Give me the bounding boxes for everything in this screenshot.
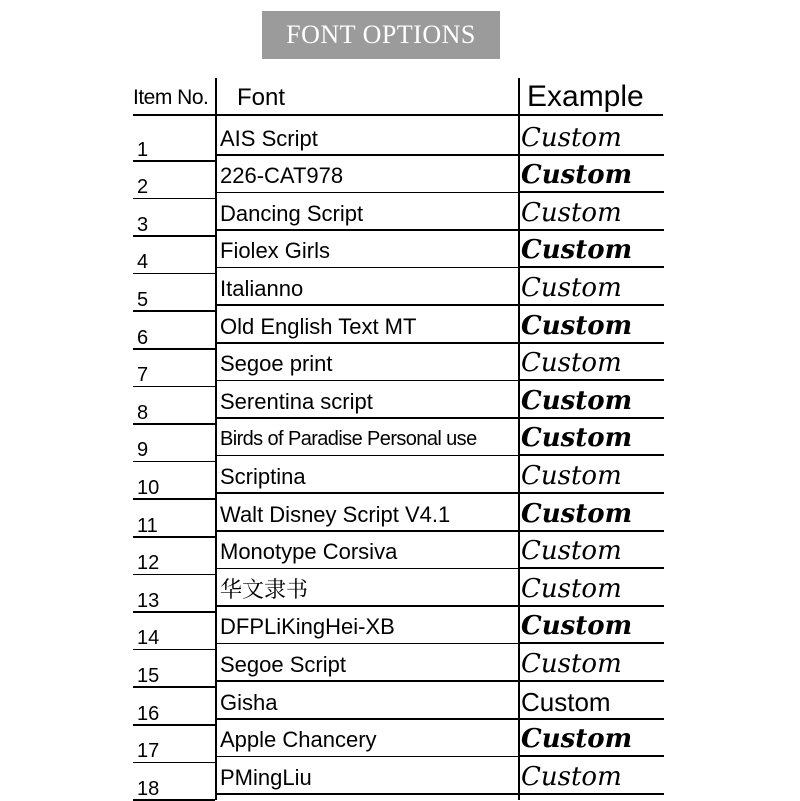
table-row — [0, 682, 800, 725]
item-number: 14 — [137, 627, 160, 650]
font-name: PMingLiu — [220, 764, 312, 790]
item-number: 18 — [137, 777, 160, 800]
font-name: Italianno — [220, 275, 304, 301]
font-options-banner: FONT OPTIONS — [262, 11, 500, 59]
item-number: 11 — [137, 514, 158, 537]
table-row — [0, 644, 800, 687]
font-example: Custom — [521, 122, 622, 153]
table-row — [0, 494, 800, 537]
header-item-no: Item No. — [133, 86, 209, 109]
item-number: 9 — [137, 439, 149, 462]
font-name: Walt Disney Script V4.1 — [220, 501, 451, 527]
table-row — [0, 381, 800, 424]
row-rule — [518, 793, 664, 795]
font-name: Segoe print — [220, 351, 333, 377]
item-number: 17 — [137, 740, 160, 763]
table-row — [0, 156, 800, 199]
font-name: 华文隶书 — [220, 576, 309, 602]
font-example: Custom — [521, 235, 633, 266]
item-number: 15 — [137, 664, 160, 687]
font-name: Fiolex Girls — [220, 238, 331, 264]
font-example: Custom — [521, 348, 622, 379]
header-font: Font — [237, 84, 286, 111]
table-row — [0, 607, 800, 650]
row-rule — [215, 793, 518, 795]
table-row — [0, 569, 800, 612]
item-number: 1 — [137, 138, 149, 161]
font-name: Gisha — [220, 689, 278, 715]
item-number: 7 — [137, 364, 149, 387]
table-row — [0, 532, 800, 575]
font-name: Serentina script — [220, 388, 373, 414]
font-example: Custom — [521, 611, 633, 642]
font-name: Birds of Paradise Personal use — [220, 428, 477, 451]
header-underline — [133, 114, 663, 116]
font-name: Old English Text MT — [220, 313, 417, 339]
font-name: Apple Chancery — [220, 727, 377, 753]
item-number: 8 — [137, 401, 149, 424]
font-example: Custom — [521, 460, 622, 491]
font-example: Custom — [521, 272, 622, 303]
table-row — [0, 456, 800, 499]
font-example: Custom — [521, 310, 633, 341]
font-example: Custom — [521, 724, 633, 755]
item-number: 13 — [137, 589, 160, 612]
table-row — [0, 419, 800, 462]
table-row — [0, 344, 800, 387]
font-name: Scriptina — [220, 463, 306, 489]
table-row — [0, 720, 800, 763]
font-example: Custom — [521, 761, 622, 792]
item-number: 6 — [137, 326, 149, 349]
item-number: 10 — [137, 476, 160, 499]
table-row — [0, 757, 800, 800]
font-example: Custom — [521, 686, 611, 717]
table-row — [0, 268, 800, 311]
font-table-body — [0, 118, 800, 800]
table-row — [0, 231, 800, 274]
header-example: Example — [527, 80, 644, 113]
font-example: Custom — [521, 160, 633, 191]
font-name: AIS Script — [220, 125, 318, 151]
font-example: Custom — [521, 648, 622, 679]
item-number: 4 — [137, 251, 149, 274]
font-example: Custom — [521, 573, 622, 604]
item-number: 5 — [137, 288, 149, 311]
table-row — [0, 306, 800, 349]
font-example: Custom — [521, 385, 633, 416]
table-row — [0, 193, 800, 236]
font-example: Custom — [521, 197, 622, 228]
font-example: Custom — [521, 498, 633, 529]
item-number: 3 — [137, 213, 149, 236]
font-example: Custom — [521, 423, 633, 454]
font-name: Segoe Script — [220, 651, 346, 677]
font-name: DFPLiKingHei-XB — [220, 614, 395, 640]
font-name: Monotype Corsiva — [220, 539, 398, 565]
table-row — [0, 118, 800, 161]
font-name: 226-CAT978 — [220, 163, 344, 189]
font-name: Dancing Script — [220, 200, 364, 226]
item-number: 12 — [137, 552, 160, 575]
item-number: 16 — [137, 702, 160, 725]
item-number: 2 — [137, 176, 149, 199]
font-example: Custom — [521, 536, 622, 567]
